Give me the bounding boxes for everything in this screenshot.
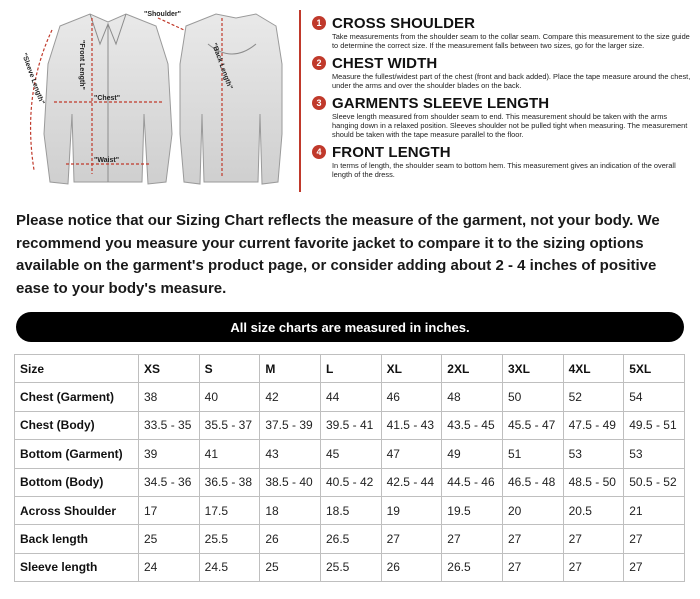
header-cell: M (260, 355, 321, 383)
table-cell: 47.5 - 49 (563, 411, 624, 439)
header-cell: S (199, 355, 260, 383)
table-cell: 49.5 - 51 (624, 411, 685, 439)
table-cell: 43.5 - 45 (442, 411, 503, 439)
label-sleeve-length: "Sleeve Length" (20, 52, 46, 106)
table-cell: 27 (442, 525, 503, 553)
table-cell: 17 (139, 496, 200, 524)
label-chest: "Chest" (94, 95, 121, 102)
table-cell: 25.5 (199, 525, 260, 553)
table-header-row (15, 355, 685, 383)
step-title: FRONT LENGTH (332, 143, 451, 161)
label-waist: "Waist" (94, 157, 120, 164)
table-cell: 44.5 - 46 (442, 468, 503, 496)
header-cell: 3XL (502, 355, 563, 383)
step-description: Measure the fullest/widest part of the chest (front and back added). Place the tape measure around the chest, under the arms and over the shoulder blades on the back. (332, 72, 691, 90)
table-cell: 21 (624, 496, 685, 524)
table-row (15, 496, 685, 524)
table-cell: 17.5 (199, 496, 260, 524)
table-cell: 38 (139, 383, 200, 411)
header-cell: L (320, 355, 381, 383)
jacket-illustration (8, 4, 284, 196)
table-cell: 25 (260, 553, 321, 581)
table-cell: 33.5 - 35 (139, 411, 200, 439)
table-cell: 45 (320, 440, 381, 468)
table-row (15, 383, 685, 411)
step-number-badge: 1 (312, 16, 326, 30)
table-cell: 18.5 (320, 496, 381, 524)
step-title: GARMENTS SLEEVE LENGTH (332, 94, 550, 112)
table-cell: 54 (624, 383, 685, 411)
step-description: Sleeve length measured from shoulder seam to end. This measurement should be taken with the arms hanging down in a relaxed position. Sleeves shoulder not be pulled tight when measuring. The measurement should be taken with the tape measure parallel to the floor. (332, 112, 688, 139)
table-cell: 52 (563, 383, 624, 411)
table-cell: 25 (139, 525, 200, 553)
table-cell: 50 (502, 383, 563, 411)
table-cell: 27 (381, 525, 442, 553)
row-label: Across Shoulder (15, 496, 139, 524)
table-cell: 41 (199, 440, 260, 468)
table-cell: 27 (502, 525, 563, 553)
table-cell: 36.5 - 38 (199, 468, 260, 496)
table-cell: 27 (624, 553, 685, 581)
label-back-length: "Back Length" (210, 42, 234, 91)
table-cell: 39.5 - 41 (320, 411, 381, 439)
row-label: Sleeve length (15, 553, 139, 581)
table-cell: 24.5 (199, 553, 260, 581)
table-cell: 53 (563, 440, 624, 468)
table-cell: 41.5 - 43 (381, 411, 442, 439)
table-cell: 47 (381, 440, 442, 468)
table-cell: 49 (442, 440, 503, 468)
row-label: Bottom (Garment) (15, 440, 139, 468)
step-sleeve-length (312, 94, 692, 139)
header-cell: XS (139, 355, 200, 383)
table-cell: 26 (381, 553, 442, 581)
step-title: CROSS SHOULDER (332, 14, 476, 32)
step-chest-width (312, 54, 692, 90)
table-cell: 40.5 - 42 (320, 468, 381, 496)
row-label: Bottom (Body) (15, 468, 139, 496)
jacket-back (180, 14, 282, 184)
table-cell: 25.5 (320, 553, 381, 581)
size-chart-table (14, 354, 685, 582)
table-row (15, 468, 685, 496)
sizing-notice: Please notice that our Sizing Chart reflects the measure of the garment, not your body. We recommend you measure your current favorite jacket to compare it to the sizing options available on the garment's product page, or consider adding about 2 - 4 inches of positive ease to your body's measure. (16, 212, 660, 297)
table-cell: 26.5 (442, 553, 503, 581)
table-cell: 48 (442, 383, 503, 411)
table-cell: 39 (139, 440, 200, 468)
table-cell: 19 (381, 496, 442, 524)
table-cell: 50.5 - 52 (624, 468, 685, 496)
step-description: Take measurements from the shoulder seam to the collar seam. Compare this measurement to the size guide to determine the correct size. If the measurement falls between two sizes, go for the larger size. (332, 32, 690, 50)
table-cell: 42.5 - 44 (381, 468, 442, 496)
table-row (15, 411, 685, 439)
header-cell: 4XL (563, 355, 624, 383)
banner-text: All size charts are measured in inches. (230, 319, 470, 335)
table-cell: 46.5 - 48 (502, 468, 563, 496)
table-cell: 20 (502, 496, 563, 524)
table-cell: 53 (624, 440, 685, 468)
measurement-guide (0, 0, 700, 200)
header-cell: 5XL (624, 355, 685, 383)
label-front-length: "Front Length" (78, 40, 85, 90)
table-row (15, 440, 685, 468)
divider-line (299, 10, 301, 192)
table-cell: 44 (320, 383, 381, 411)
table-cell: 46 (381, 383, 442, 411)
table-cell: 38.5 - 40 (260, 468, 321, 496)
table-cell: 51 (502, 440, 563, 468)
row-label: Chest (Garment) (15, 383, 139, 411)
table-cell: 19.5 (442, 496, 503, 524)
table-cell: 40 (199, 383, 260, 411)
measurement-steps (312, 14, 692, 183)
header-cell: Size (15, 355, 139, 383)
row-label: Chest (Body) (15, 411, 139, 439)
step-number-badge: 2 (312, 56, 326, 70)
step-description: In terms of length, the shoulder seam to bottom hem. This measurement gives an indication of the overall length of the dress. (332, 161, 676, 179)
table-cell: 34.5 - 36 (139, 468, 200, 496)
table-cell: 26 (260, 525, 321, 553)
table-cell: 20.5 (563, 496, 624, 524)
table-cell: 37.5 - 39 (260, 411, 321, 439)
table-cell: 24 (139, 553, 200, 581)
table-cell: 27 (563, 525, 624, 553)
row-label: Back length (15, 525, 139, 553)
table-body (15, 383, 685, 582)
table-cell: 18 (260, 496, 321, 524)
table-cell: 35.5 - 37 (199, 411, 260, 439)
inches-banner (16, 312, 684, 342)
table-cell: 27 (502, 553, 563, 581)
step-number-badge: 3 (312, 96, 326, 110)
table-cell: 43 (260, 440, 321, 468)
table-cell: 48.5 - 50 (563, 468, 624, 496)
table-cell: 26.5 (320, 525, 381, 553)
table-row (15, 553, 685, 581)
table-cell: 45.5 - 47 (502, 411, 563, 439)
table-cell: 27 (563, 553, 624, 581)
step-number-badge: 4 (312, 145, 326, 159)
step-title: CHEST WIDTH (332, 54, 438, 72)
header-cell: XL (381, 355, 442, 383)
step-cross-shoulder (312, 14, 692, 50)
table-cell: 27 (624, 525, 685, 553)
label-shoulder: "Shoulder" (144, 11, 181, 18)
table-cell: 42 (260, 383, 321, 411)
step-front-length (312, 143, 692, 179)
header-cell: 2XL (442, 355, 503, 383)
table-row (15, 525, 685, 553)
